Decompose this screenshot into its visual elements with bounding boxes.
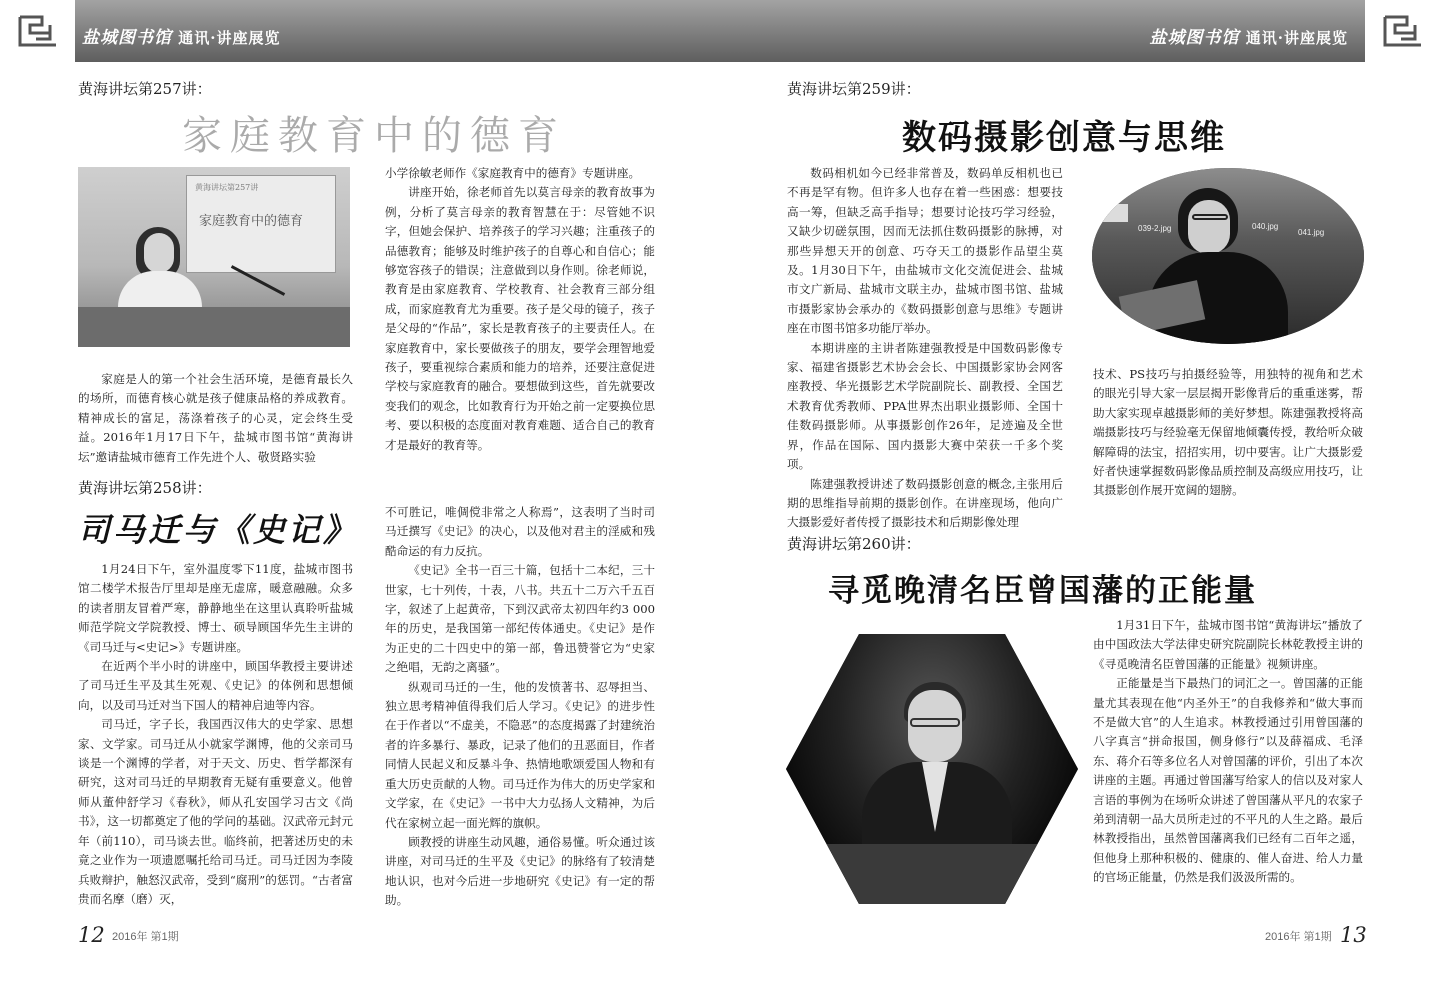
paragraph: 小学徐敏老师作《家庭教育中的德育》专题讲座。 [385,166,641,180]
screen-text: 家庭教育中的德育 [199,214,304,229]
article-body-column [385,503,655,911]
paragraph: 家庭是人的第一个社会生活环境，是德育最长久的场所，而德育核心就是孩子健康品格的养成教育。精神成长的富足，荡涤着孩子的心灵，定会终生受益。2016年1月17日下午，盐城市图书馆“黄海讲坛”邀请盐城市德育工作先进个人、敬贤路实验 [78,372,353,464]
projection-screen [186,175,336,273]
screen-label: 040.jpg [1252,222,1279,231]
header-title [82,23,280,48]
screen-subtext: 黄海讲坛第257讲 [195,183,259,192]
header-section: 通讯·讲座展览 [1245,29,1348,47]
screen-thumbnail [1102,204,1128,222]
article-series-label: 黄海讲坛第259讲： [787,80,921,98]
paragraph: 1月31日下午，盐城市图书馆“黄海讲坛”播放了由中国政法大学法律史研究院副院长林乾教授主讲的《寻觅晚清名臣曾国藩的正能量》视频讲座。 [1093,618,1363,671]
speaker-face [144,233,174,273]
lecture-photo [1092,168,1364,344]
article-series-label: 黄海讲坛第257讲： [78,80,212,98]
article-body-column [1093,616,1363,888]
library-logo-icon [1365,0,1440,62]
library-logo-icon [0,0,75,62]
paragraph: 不可胜记，唯倜傥非常之人称焉”，这表明了当时司马迁撰写《史记》的决心，以及他对君主的淫威和残酷命运的有力反抗。 [385,505,655,558]
paragraph: 司马迁，字子长，我国西汉伟大的史学家、思想家、文学家。司马迁从小就家学渊博，他的父亲司马谈是一个渊博的学者，对于天文、历史、哲学都深有研究，这对司马迁的早期教育无疑有重要意义。他曾师从董仲舒学习《春秋》，师从孔安国学习古文《尚书》，这一切都奠定了他的学问的基础。汉武帝元封元年（前110），司马谈去世。临终前，把著述历史的未竟之业作为一项遗愿嘱托给司马迁。司马迁因为李陵兵败辩护，触怒汉武帝，受到“腐刑”的惩罚。“古者富贵而名摩（磨）灭， [78,717,353,906]
paragraph: 1月24日下午，室外温度零下11度，盐城市图书馆二楼学术报告厅里却是座无虚席，暖意融融。众多的读者朋友冒着严寒，静静地坐在这里认真聆听盐城师范学院文学院教授、博士、硕导顾国华先生主讲的《司马迁与<史记>》专题讲座。 [78,562,353,654]
paragraph: 在近两个半小时的讲座中，顾国华教授主要讲述了司马迁生平及其生死观、《史记》的体例和思想倾向，以及司马迁对当下国人的精神启迪等内容。 [78,659,353,712]
screen-label: 041.jpg [1298,228,1325,237]
left-page-header [0,0,720,62]
header-title [1150,23,1348,48]
article-body-column [787,164,1063,533]
paragraph: 顾教授的讲座生动风趣，通俗易懂。听众通过该讲座，对司马迁的生平及《史记》的脉络有了较清楚地认识，也对今后进一步地研究《史记》有一定的帮助。 [385,834,655,908]
paragraph: 讲座开始，徐老师首先以莫言母亲的教育故事为例，分析了莫言母亲的教育智慧在于：尽管她不识字，但她会保护、培养孩子的学习兴趣；注重孩子的品德教育；能够及时维护孩子的自尊心和自信心；能够宽容孩子的错误；注意做到以身作则。徐老师说，教育是由家庭教育、学校教育、社会教育三部分组成，而家庭教育尤为重要。孩子是父母的镜子，孩子是父母的“作品”，家长是教育孩子的主要责任人。在家庭教育中，家长要做孩子的朋友，要学会理智地爱孩子，要重视综合素质和能力的培养，还要注意促进学校与家庭教育的融合。要想做到这些，首先就要改变我们的观念，比如教育行为开始之前一定要换位思考、要以积极的态度面对教育难题、适合自己的教育才是最好的教育等。 [385,185,655,452]
article-body-column [78,370,353,467]
paragraph: 纵观司马迁的一生，他的发愤著书、忍辱担当、独立思考精神值得我们后人学习。《史记》的进步性在于作者以“不虚美，不隐恶”的态度揭露了封建统治者的许多暴行、暴政，记录了他们的丑恶面目，作者同情人民起义和反暴斗争、热情地歌颂爱国人物和有重大历史贡献的人物。司马迁作为伟大的历史学家和文学家，在《史记》一书中大力弘扬人文精神，为后代在家树立起一面光辉的旗帜。 [385,679,655,830]
glasses [910,718,960,727]
page-number: 12 [78,923,105,947]
speaker-face [1188,200,1230,254]
article-series-label: 黄海讲坛第260讲： [787,535,921,553]
desk [78,307,350,347]
article-body-column [1093,365,1363,501]
screen-label: 039-2.jpg [1138,224,1172,233]
header-section: 通讯·讲座展览 [178,29,281,47]
paragraph: 数码相机如今已经非常普及，数码单反相机也已不再是罕有物。但许多人也存在着一些困惑：想要技高一筹，但缺乏高手指导；想要讨论技巧学习经验，又缺少切磋氛围，因而无法抓住数码摄影的脉搏，对那些异想天开的创意、巧夺天工的摄影作品望尘莫及。1月30日下午，由盐城市文化交流促进会、盐城市文广新局、盐城市文联主办，盐城市图书馆、盐城市摄影家协会承办的《数码摄影创意与思维》专题讲座在市图书馆多功能厅举办。 [787,166,1063,336]
paragraph: 本期讲座的主讲者陈建强教授是中国数码影像专家、福建省摄影艺术协会会长、中国摄影家协会网客座教授、华光摄影艺术学院副院长、副教授、全国艺术教育优秀教师、PPA世界杰出职业摄影师、全国十佳数码摄影师。从事摄影创作26年，足迹遍及全世界，作品在国际、国内摄影大赛中荣获一千多个奖项。 [787,340,1063,472]
issue-label: 2016年 第1期 [112,931,179,943]
article-series-label: 黄海讲坛第258讲： [78,479,212,497]
header-library-name: 盐城图书馆 [1149,28,1240,48]
lecture-photo [78,167,350,347]
paragraph: 技术、PS技巧与拍摄经验等，用独特的视角和艺术的眼光引导大家一层层揭开影像背后的重重迷雾，帮助大家实现卓越摄影师的美好梦想。陈建强教授将高端摄影技巧与经验毫无保留地倾囊传授，教给听众破解障碍的法宝，招招实用，切中要害。让广大摄影爱好者快速掌握数码影像品质控制及高级应用技巧，让其摄影创作展开宽阔的翅膀。 [1093,367,1363,498]
right-page-header [720,0,1440,62]
article-body-column [385,164,655,455]
article-title: 寻觅晚清名臣曾国藩的正能量 [828,573,1257,609]
issue-label: 2016年 第1期 [1265,931,1332,943]
article-body-column [78,560,353,909]
lecture-photo [786,634,1078,904]
paragraph: 《史记》全书一百三十篇，包括十二本纪，三十世家，七十列传，十表，八书。共五十二万六千五百字，叙述了上起黄帝，下到汉武帝太初四年约3 000年的历史，是我国第一部纪传体通史。《史记》是作为正史的二十四史中的第一部，鲁迅赞誉它为“史家之绝唱，无韵之离骚”。 [385,563,655,675]
article-title: 数码摄影创意与思维 [902,118,1226,158]
page-number: 13 [1340,923,1367,947]
article-title: 家庭教育中的德育 [182,113,566,159]
paragraph: 正能量是当下最热门的词汇之一。曾国藩的正能量尤其表现在他“内圣外王”的自我修养和“做大事而不是做大官”的人生追求。林教授通过引用曾国藩的八字真言“拼命报国，侧身修行”以及薛福成、毛泽东、蒋介石等多位名人对曾国藩的评价，引出了本次讲座的主题。再通过曾国藩写给家人的信以及对家人言语的事例为在场听众讲述了曾国藩从平凡的农家子弟到清朝一品大员所走过的不平凡的人生之路。最后林教授指出，虽然曾国藩离我们已经有二百年之遥，但他身上那种积极的、健康的、催人奋进、给人力量的官场正能量，仍然是我们汲汲所需的。 [1093,676,1363,885]
article-title: 司马迁与《史记》 [78,511,359,549]
paragraph: 陈建强教授讲述了数码摄影创意的概念,主张用后期的思维指导前期的摄影创作。在讲座现场，他向广大摄影爱好者传授了摄影技术和后期影像处理 [787,476,1063,530]
header-library-name: 盐城图书馆 [82,28,172,48]
podium [786,844,1078,904]
glasses [1192,214,1228,220]
